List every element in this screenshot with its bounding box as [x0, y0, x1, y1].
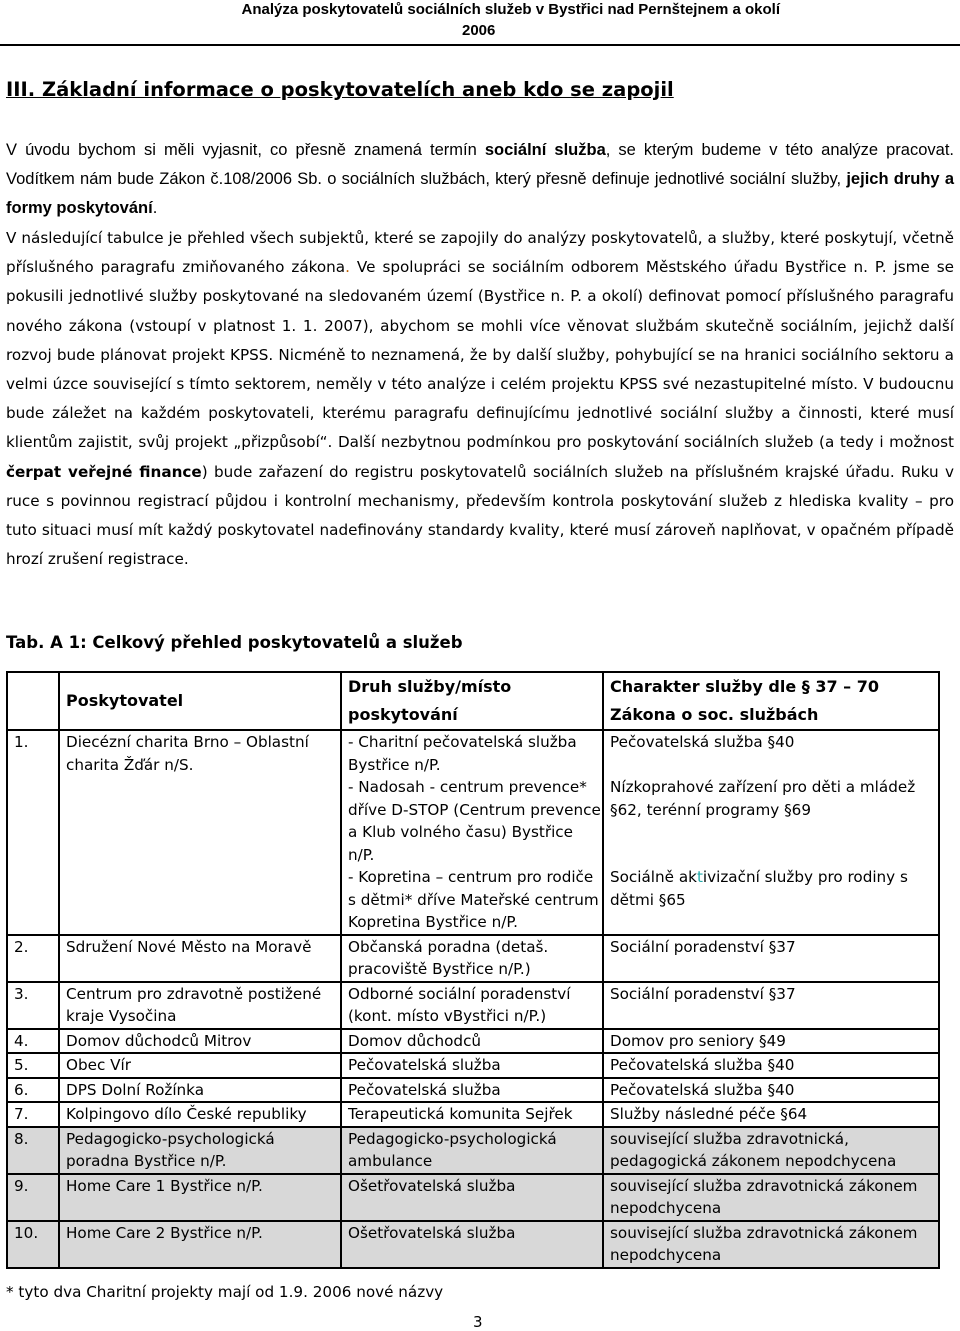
- row-provider: Home Care 1 Bystřice n/P.: [59, 1174, 341, 1221]
- header-num: [7, 672, 59, 730]
- row-character: Služby následné péče §64: [603, 1102, 939, 1127]
- row-provider: DPS Dolní Rožínka: [59, 1078, 341, 1103]
- row-character: Sociálně aktivizační služby pro rodiny s dětmi §65: [603, 866, 939, 935]
- table-row: [7, 1174, 939, 1221]
- row-num: 3.: [7, 982, 59, 1029]
- row-character: Pečovatelská služba §40: [603, 1078, 939, 1103]
- table-row: [7, 1221, 939, 1268]
- table-header-row: [7, 672, 939, 730]
- table-row: [7, 1053, 939, 1078]
- row-character: Sociální poradenství §37: [603, 935, 939, 982]
- row-provider: Pedagogicko-psychologická poradna Bystřice n/P.: [59, 1127, 341, 1174]
- table-row: [7, 1029, 939, 1054]
- row-character: související služba zdravotnická zákonem nepodchycena: [603, 1174, 939, 1221]
- row-kind: Domov důchodců: [341, 1029, 603, 1054]
- row-character: Nízkoprahové zařízení pro děti a mládež §62, terénní programy §69: [603, 776, 939, 866]
- header-kind: Druh služby/místo poskytování: [341, 672, 603, 730]
- header-character: Charakter služby dle § 37 – 70 Zákona o soc. službách: [603, 672, 939, 730]
- row-num: 2.: [7, 935, 59, 982]
- table-row: [7, 935, 939, 982]
- row-kind: - Kopretina – centrum pro rodiče s dětmi* dříve Mateřské centrum Kopretina Bystřice n/P.: [341, 866, 603, 935]
- table-row: [7, 1078, 939, 1103]
- row-kind: Odborné sociální poradenství (kont. místo vBystřici n/P.): [341, 982, 603, 1029]
- header-provider: Poskytovatel: [59, 672, 341, 730]
- row-num: 8.: [7, 1127, 59, 1174]
- intro-paragraph: V úvodu bychom si měli vyjasnit, co přesně znamená termín sociální služba, se kterým budeme v této analýze pracovat. Vodítkem nám bude Zákon č.108/2006 Sb. o sociálních službách, který přesně definuje jednotlivé sociální služby, jejich druhy a formy poskytování.: [6, 141, 954, 217]
- row-num: 10.: [7, 1221, 59, 1268]
- header-title: Analýza poskytovatelů sociálních služeb v Bystřici nad Pernštejnem a okolí: [241, 1, 780, 18]
- table-row: [7, 982, 939, 1029]
- header-rule: [0, 44, 960, 46]
- row-provider: Home Care 2 Bystřice n/P.: [59, 1221, 341, 1268]
- row-num: 4.: [7, 1029, 59, 1054]
- body-paragraph: V následující tabulce je přehled všech subjektů, které se zapojily do analýzy poskytovatelů, a služby, které poskytují, včetně příslušného paragrafu zmiňovaného zákona. Ve spolupráci se sociálním odborem Městského úřadu Bystřice n. P. jsme se pokusili jednotlivé služby poskytované na sledovaném území (Bystřice n. P. a okolí) definovat pomocí příslušného paragrafu nového zákona (vstoupí v platnost 1. 1. 2007), abychom se mohli více věnovat službám skutečně sociálním, jejichž další rozvoj bude plánovat projekt KPSS. Nicméně to neznamená, že by další služby, pohybující se na hranici sociálního sektoru a velmi úzce související s tímto sektorem, neměly v této analýze i celém projektu KPSS své nezastupitelné místo. V budoucnu bude záležet na každém poskytovateli, kterému paragrafu definujícímu jednotlivé sociální služby a činnosti, které musí klientům zajistit, svůj projekt „přizpůsobí“. Další nezbytnou podmínkou pro poskytování sociálních služeb (a tedy i možnost čerpat veřejné finance) bude zařazení do registru poskytovatelů sociálních služeb na příslušném krajské úřadu. Ruku v ruce s povinnou registrací půjdou i kontrolní mechanismy, především kontrola poskytování služeb z hlediska kvality – pro tuto situaci musí mít každý poskytovatel nadefinovány standardy kvality, které musí zároveň naplňovat, v opačném případě hrozí zrušení registrace.: [6, 229, 955, 569]
- footnote: * tyto dva Charitní projekty mají od 1.9. 2006 nové názvy: [6, 1283, 444, 1301]
- row-kind: - Charitní pečovatelská služba Bystřice n/P.: [341, 730, 603, 776]
- header-year: 2006: [462, 22, 496, 39]
- table-row: [7, 1102, 939, 1127]
- row-num: 7.: [7, 1102, 59, 1127]
- row-provider: Sdružení Nové Město na Moravě: [59, 935, 341, 982]
- row-provider: Diecézní charita Brno – Oblastní charita Žďár n/S.: [59, 730, 341, 935]
- page-number: 3: [473, 1313, 483, 1331]
- row-kind: Občanská poradna (detaš. pracoviště Bystřice n/P.): [341, 935, 603, 982]
- row-num: 6.: [7, 1078, 59, 1103]
- row-provider: Centrum pro zdravotně postižené kraje Vysočina: [59, 982, 341, 1029]
- row-provider: Kolpingovo dílo České republiky: [59, 1102, 341, 1127]
- row-num: 5.: [7, 1053, 59, 1078]
- row-provider: Domov důchodců Mitrov: [59, 1029, 341, 1054]
- row-character: Sociální poradenství §37: [603, 982, 939, 1029]
- row-kind: Pedagogicko-psychologická ambulance: [341, 1127, 603, 1174]
- table-caption: Tab. A 1: Celkový přehled poskytovatelů a služeb: [6, 633, 463, 652]
- row-character: Pečovatelská služba §40: [603, 730, 939, 776]
- row-kind: Pečovatelská služba: [341, 1053, 603, 1078]
- row-kind: Ošetřovatelská služba: [341, 1174, 603, 1221]
- row-kind: Terapeutická komunita Sejřek: [341, 1102, 603, 1127]
- row-kind: Ošetřovatelská služba: [341, 1221, 603, 1268]
- row-provider: Obec Vír: [59, 1053, 341, 1078]
- row-kind: Pečovatelská služba: [341, 1078, 603, 1103]
- row-character: Domov pro seniory §49: [603, 1029, 939, 1054]
- row-num: 1.: [7, 730, 59, 935]
- row-character: související služba zdravotnická zákonem nepodchycena: [603, 1221, 939, 1268]
- section-title: III. Základní informace o poskytovatelích aneb kdo se zapojil: [6, 78, 674, 101]
- providers-table: [6, 671, 940, 1269]
- table-row: [7, 730, 939, 776]
- row-num: 9.: [7, 1174, 59, 1221]
- row-character: Pečovatelská služba §40: [603, 1053, 939, 1078]
- row-kind: - Nadosah - centrum prevence* dříve D-STOP (Centrum prevence a Klub volného času) Bystřice n/P.: [341, 776, 603, 866]
- row-character: související služba zdravotnická, pedagogická zákonem nepodchycena: [603, 1127, 939, 1174]
- table-row: [7, 1127, 939, 1174]
